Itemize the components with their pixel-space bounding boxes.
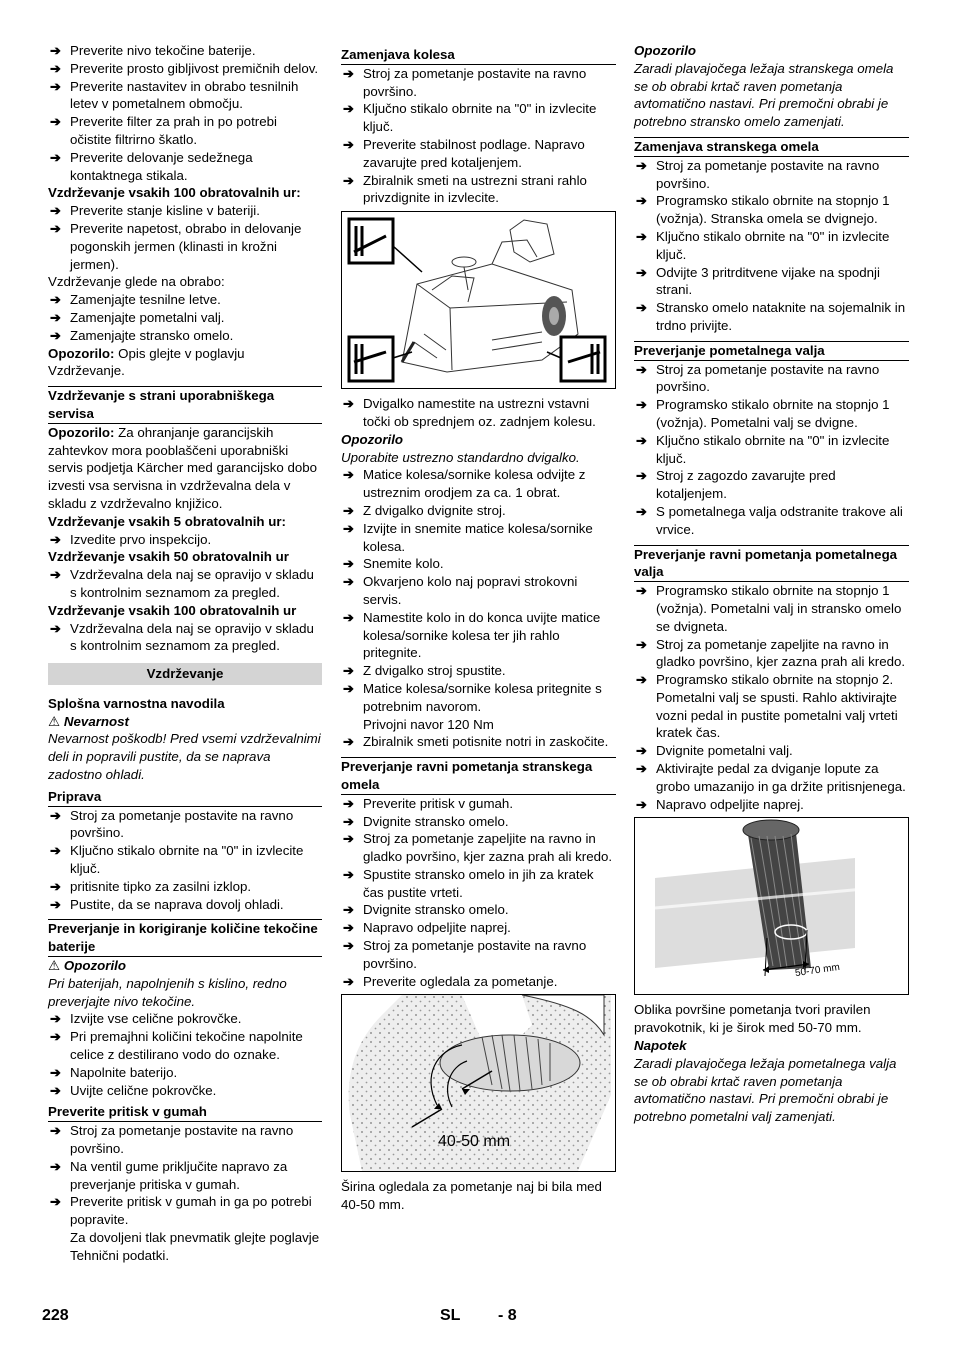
note-text: Opis glejte v poglavju Vzdrževanje. [48, 345, 245, 379]
bullet-item: ➔ Odvijte 3 pritrditvene vijake na spodnji strani. [634, 264, 909, 300]
bullet-item: ➔ Programsko stikalo obrnite na stopnjo 1 (vožnja). Stranska omela se dvignejo. [634, 192, 909, 228]
section-heading: Preverjanje pometalnega valja [634, 341, 909, 361]
bullet-item: ➔ Ključno stikalo obrnite na "0" in izvlecite ključ. [341, 100, 616, 136]
bullet-item: ➔ Izvijte in snemite matice kolesa/sornike kolesa. [341, 520, 616, 556]
bullet-item: ➔ Dvignite stransko omelo. [341, 901, 616, 919]
bullet-item: ➔ Vzdrževalna dela naj se opravijo v skladu s kontrolnim seznamom za pregled. [48, 566, 322, 602]
bold-subheading: Vzdrževanje vsakih 50 obratovalnih ur [48, 549, 289, 565]
bullet-item: ➔ Stroj za pometanje postavite na ravno površino. [634, 157, 909, 193]
bullet-item: ➔ Napravo odpeljite naprej. [634, 796, 909, 814]
indented-paragraph: Za dovoljeni tlak pnevmatik glejte poglavje Tehnični podatki. [70, 1230, 320, 1263]
column-3 [634, 42, 909, 1126]
bullet-item: ➔ Matice kolesa/sornike kolesa pritegnite s potrebnim navorom. [341, 680, 616, 716]
bullet-item: ➔ Z dvigalko dvignite stroj. [341, 502, 616, 520]
jack-point-marker-icon [561, 337, 605, 381]
bullet-item: ➔ Stroj za pometanje postavite na ravno površino. [341, 65, 616, 101]
bold-subheading: Vzdrževanje vsakih 5 obratovalnih ur: [48, 513, 286, 529]
note-paragraph [48, 424, 322, 513]
paragraph: Širina ogledala za pometanje naj bi bila med 40-50 mm. [341, 1179, 602, 1213]
warning-triangle-icon: ⚠ [48, 713, 60, 729]
bullet-item: ➔ Zamenjajte tesnilne letve. [48, 291, 322, 309]
section-heading: Preverjanje in korigiranje količine tekočine baterije [48, 919, 322, 957]
section-heading: Priprava [48, 788, 322, 807]
bullet-item: ➔ Programsko stikalo obrnite na stopnjo 1 (vožnja). Pometalni valj in stransko omelo se dvigneta. [634, 582, 909, 635]
bullet-item: ➔ Programsko stikalo obrnite na stopnjo 2. Pometalni valj se spusti. Rahlo aktivirajte vozni pedal in pustite pometalni valj vrteti kratek čas. [634, 671, 909, 742]
bullet-item: ➔ Izvedite prvo inspekcijo. [48, 531, 322, 549]
jack-point-marker-icon [349, 219, 393, 263]
bullet-item: ➔ Zamenjajte stransko omelo. [48, 327, 322, 345]
italic-paragraph: Nevarnost poškodb! Pred vsemi vzdrževalnimi deli in popravili pustite, da se naprava zadostno ohladi. [48, 731, 321, 783]
bullet-item: ➔ Dvignite pometalni valj. [634, 742, 909, 760]
warning-heading [48, 957, 322, 975]
column-2 [341, 42, 616, 1214]
column-1 [48, 42, 322, 1265]
italic-paragraph: Zaradi plavajočega ležaja pometalnega valja se ob obrabi krtač raven pometanja avtomatično nastavi. Pri premočni obrabi je potrebno pometalni valj zamenjati. [634, 1055, 897, 1125]
note-paragraph [48, 345, 322, 381]
sweep-width-label: 40-50 mm [438, 1133, 511, 1151]
bold-subheading: Vzdrževanje vsakih 100 obratovalnih ur: [48, 185, 301, 201]
italic-heading: Opozorilo [634, 43, 697, 58]
sweep-pattern-width-label: 50-70 mm [794, 962, 841, 980]
bullet-item: ➔ Zamenjajte pometalni valj. [48, 309, 322, 327]
bullet-item: ➔ Pustite, da se naprava dovolj ohladi. [48, 896, 322, 914]
bullet-item: ➔ Z dvigalko stroj spustite. [341, 662, 616, 680]
bullet-item: ➔ Pri premajhni količini tekočine napolnite celice z destilirano vodo do oznake. [48, 1028, 322, 1064]
bullet-item: ➔ Preverite prosto gibljivost premičnih delov. [48, 60, 322, 78]
bullet-item: ➔ Zbiralnik smeti potisnite notri in zaskočite. [341, 733, 616, 751]
italic-paragraph: Zaradi plavajočega ležaja stranskega omela se ob obrabi krtač raven pometanja avtomatično nastavi. Pri premočni obrabi je potrebno stransko omelo zamenjati. [634, 60, 894, 130]
section-heading: Zamenjava stranskega omela [634, 137, 909, 157]
warning-triangle-icon: ⚠ [48, 958, 60, 974]
side-broom-sweep-mirror-figure [341, 994, 616, 1172]
italic-heading: Napotek [634, 1038, 687, 1054]
bullet-item: ➔ Preverite pritisk v gumah in ga po potrebi popravite. [48, 1193, 322, 1229]
bullet-item: ➔ Preverite pritisk v gumah. [341, 795, 616, 813]
paragraph: Vzdrževanje glede na obrabo: [48, 274, 225, 290]
bullet-item: ➔ Dvignite stransko omelo. [341, 813, 616, 831]
bullet-item: ➔ Ključno stikalo obrnite na "0" in izvlecite ključ. [48, 842, 322, 878]
italic-paragraph: Uporabite ustrezno standardno dvigalko. [341, 449, 580, 465]
bullet-item: ➔ Stroj za pometanje postavite na ravno površino. [48, 807, 322, 843]
section-heading: Zamenjava kolesa [341, 46, 616, 65]
bullet-item: ➔ Dvigalko namestite na ustrezni vstavni točki ob sprednjem oz. zadnjem kolesu. [341, 395, 616, 431]
bullet-item: ➔ Preverite nivo tekočine baterije. [48, 42, 322, 60]
bullet-item: ➔ Aktivirajte pedal za dviganje lopute za grobo umazanijo in ga držite pritisnjenega. [634, 760, 909, 796]
chapter-band: Vzdrževanje [48, 663, 322, 685]
bold-subheading: Vzdrževanje vsakih 100 obratovalnih ur [48, 602, 297, 618]
paragraph: Oblika površine pometanja tvori pravilen pravokotnik, ki je širok med 50-70 mm. [634, 1002, 871, 1036]
bullet-item: ➔ Preverite stanje kisline v bateriji. [48, 202, 322, 220]
bullet-item: ➔ Ključno stikalo obrnite na "0" in izvlecite ključ. [634, 432, 909, 468]
italic-paragraph: Pri baterijah, napolnjenih s kislino, redno preverjajte nivo tekočine. [48, 975, 287, 1009]
bullet-item: ➔ Stroj za pometanje postavite na ravno površino. [634, 361, 909, 397]
bold-subheading: Splošna varnostna navodila [48, 695, 225, 711]
warning-label: Nevarnost [63, 713, 129, 729]
bullet-item: ➔ Stroj za pometanje postavite na ravno površino. [341, 937, 616, 973]
sub-page-number: - 8 [498, 1307, 517, 1324]
bullet-item: ➔ Namestite kolo in do konca uvijte matice kolesa/sornike kolesa ter jih rahlo pritegnite. [341, 609, 616, 662]
section-heading: Preverjanje ravni pometanja stranskega omela [341, 757, 616, 795]
note-text: Za ohranjanje garancijskih zahtevkov mora pooblaščeni uporabniški servis podjetja Kärcher med garancijsko dobo izvesti vsa servisna in vzdrževalna dela v skladu z vzdrževalno knjižico. [48, 424, 318, 511]
bullet-item: ➔ Stroj za pometanje postavite na ravno površino. [48, 1122, 322, 1158]
note-lead: Opozorilo: [48, 424, 115, 440]
bullet-item: ➔ pritisnite tipko za zasilni izklop. [48, 878, 322, 896]
bullet-item: ➔ Zbiralnik smeti na ustrezni strani rahlo privzdignite in izvlecite. [341, 172, 616, 208]
main-broom-sweep-pattern-figure [634, 817, 909, 995]
bullet-item: ➔ Programsko stikalo obrnite na stopnjo 1 (vožnja). Pometalni valj se dvigne. [634, 396, 909, 432]
bullet-item: ➔ Stroj za pometanje zapeljite na ravno in gladko površino, kjer zazna prah ali kredo. [341, 830, 616, 866]
bullet-item: ➔ Preverite napetost, obrabo in delovanje pogonskih jermen (klinasti in krožni jermen). [48, 220, 322, 273]
bullet-item: ➔ Snemite kolo. [341, 555, 616, 573]
bullet-item: ➔ Vzdrževalna dela naj se opravijo v skladu s kontrolnim seznamom za pregled. [48, 620, 322, 656]
bullet-item: ➔ Stransko omelo nataknite na sojemalnik in trdno privijte. [634, 299, 909, 335]
warning-label: Opozorilo [63, 958, 126, 974]
jack-point-marker-icon [349, 337, 393, 381]
bullet-item: ➔ Preverite delovanje sedežnega kontaktnega stikala. [48, 149, 322, 185]
bullet-item: ➔ S pometalnega valja odstranite trakove ali vrvice. [634, 503, 909, 539]
page-number: 228 [42, 1307, 69, 1324]
warning-heading [48, 713, 322, 731]
bullet-item: ➔ Preverite stabilnost podlage. Napravo zavarujte pred kotaljenjem. [341, 136, 616, 172]
bullet-item: ➔ Stroj z zagozdo zavarujte pred kotaljenjem. [634, 467, 909, 503]
language-code: SL [440, 1307, 461, 1324]
bullet-item: ➔ Uvijte celične pokrovčke. [48, 1082, 322, 1100]
note-lead: Opozorilo: [48, 345, 115, 361]
bullet-item: ➔ Napravo odpeljite naprej. [341, 919, 616, 937]
section-heading: Vzdrževanje s strani uporabniškega servisa [48, 386, 322, 424]
bullet-item: ➔ Preverite ogledala za pometanje. [341, 973, 616, 991]
bullet-item: ➔ Preverite nastavitev in obrabo tesnilnih letev v pometalnem območju. [48, 78, 322, 114]
bullet-item: ➔ Izvijte vse celične pokrovčke. [48, 1010, 322, 1028]
italic-heading: Opozorilo [341, 431, 404, 447]
bullet-item: ➔ Preverite filter za prah in po potrebi očistite filtrirno škatlo. [48, 113, 322, 149]
bullet-item: ➔ Napolnite baterijo. [48, 1064, 322, 1082]
bullet-item: ➔ Spustite stransko omelo in jih za kratek čas pustite vrteti. [341, 866, 616, 902]
bullet-item: ➔ Matice kolesa/sornike kolesa odvijte z ustreznim orodjem za ca. 1 obrat. [341, 466, 616, 502]
bullet-item: ➔ Ključno stikalo obrnite na "0" in izvlecite ključ. [634, 228, 909, 264]
bullet-item: ➔ Stroj za pometanje zapeljite na ravno in gladko površino, kjer zazna prah ali kredo. [634, 636, 909, 672]
section-heading: Preverite pritisk v gumah [48, 1103, 322, 1122]
machine-jack-points-figure [341, 211, 616, 389]
section-heading: Preverjanje ravni pometanja pometalnega valja [634, 545, 909, 583]
bullet-item: ➔ Na ventil gume priključite napravo za preverjanje pritiska v gumah. [48, 1158, 322, 1194]
bullet-item: ➔ Okvarjeno kolo naj popravi strokovni servis. [341, 573, 616, 609]
indented-paragraph: Privojni navor 120 Nm [363, 716, 494, 732]
